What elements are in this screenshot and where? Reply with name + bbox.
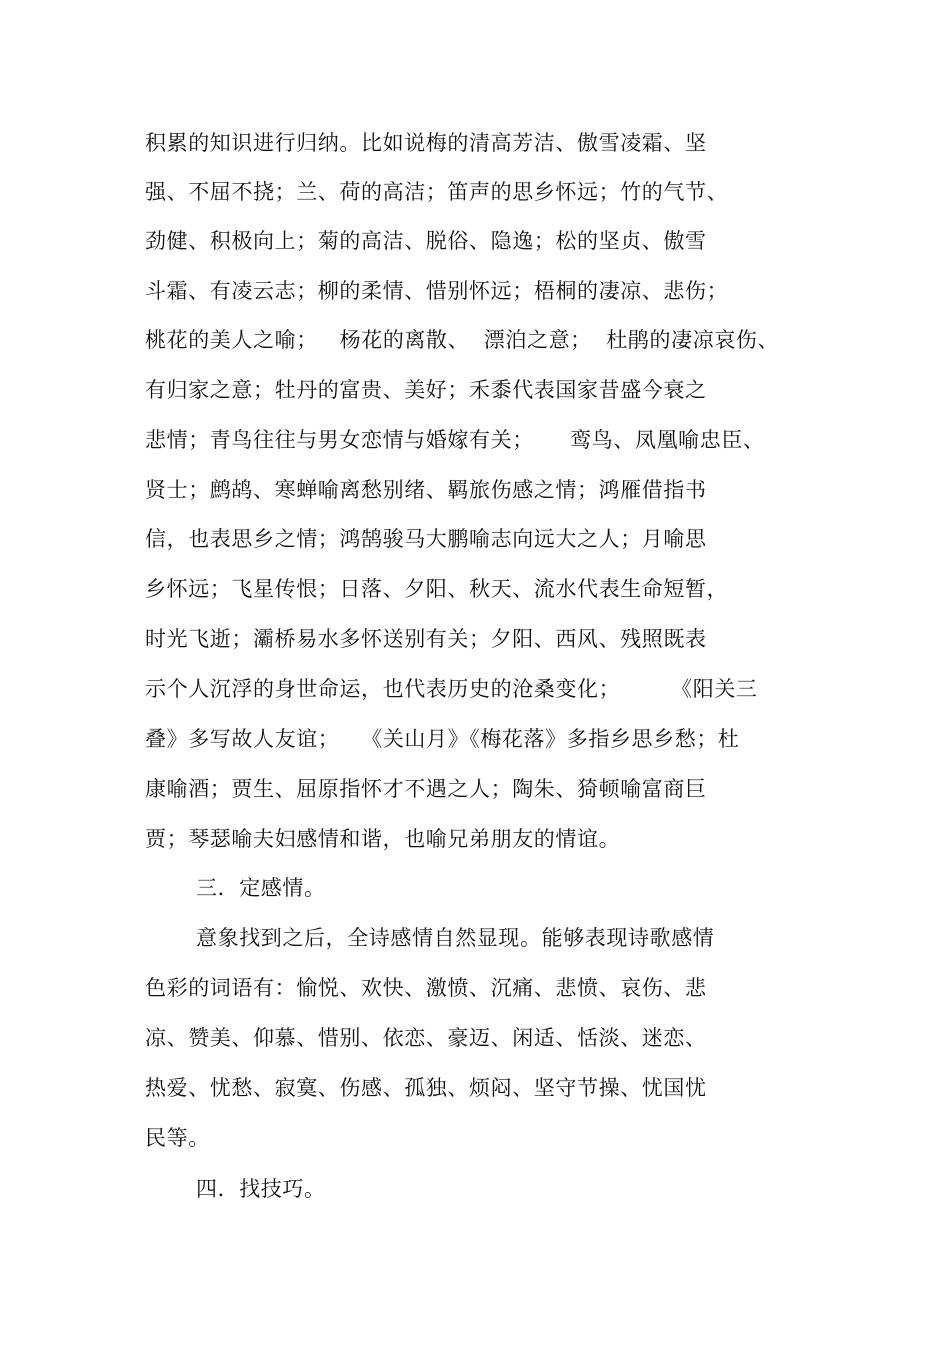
- text-line-21: 民等。: [145, 1126, 210, 1150]
- text-line-19: 凉、赞美、仰慕、惜别、依恋、豪迈、闲适、恬淡、迷恋、: [145, 1026, 707, 1050]
- paragraph-first-line: 意象找到之后，全诗感情自然显现。能够表现诗歌感情: [196, 926, 715, 950]
- text-line-14: 康喻酒；贾生、屈原指怀才不遇之人；陶朱、猗顿喻富商巨: [145, 777, 707, 801]
- text-line-12: 示个人沉浮的身世命运，也代表历史的沧桑变化； 《阳关三: [145, 677, 758, 701]
- text-line-13: 叠》多写故人友谊； 《关山月》《梅花落》多指乡思乡愁；杜: [145, 727, 740, 751]
- text-line-2: 强、不屈不挠；兰、荷的高洁；笛声的思乡怀远；竹的气节、: [145, 180, 729, 204]
- text-line-18: 色彩的词语有：愉悦、欢快、激愤、沉痛、悲愤、哀伤、悲: [145, 976, 707, 1000]
- text-line-3: 劲健、积极向上；菊的高洁、脱俗、隐逸；松的坚贞、傲雪: [145, 229, 707, 253]
- text-line-11: 时光飞逝；灞桥易水多怀送别有关；夕阳、西风、残照既表: [145, 627, 707, 651]
- text-line-6: 有归家之意；牡丹的富贵、美好；禾黍代表国家昔盛今衰之: [145, 378, 707, 402]
- text-line-7: 悲情；青鸟往往与男女恋情与婚嫁有关； 鸾鸟、凤凰喻忠臣、: [145, 428, 765, 452]
- text-line-15: 贾；琴瑟喻夫妇感情和谐，也喻兄弟朋友的情谊。: [145, 827, 621, 851]
- text-line-9: 信，也表思乡之情；鸿鹄骏马大鹏喻志向远大之人；月喻思: [145, 527, 707, 551]
- text-line-20: 热爱、忧愁、寂寞、伤感、孤独、烦闷、坚守节操、忧国忧: [145, 1076, 707, 1100]
- section-heading-3: 三．定感情。: [196, 876, 326, 900]
- text-line-5: 桃花的美人之喻； 杨花的离散、 漂泊之意； 杜鹃的凄凉哀伤、: [145, 328, 780, 352]
- text-line-1: 积累的知识进行归纳。比如说梅的清高芳洁、傲雪凌霜、坚: [145, 131, 707, 155]
- section-heading-4: 四．找技巧。: [196, 1177, 326, 1201]
- text-line-8: 贤士；鹧鸪、寒蝉喻离愁别绪、羁旅伤感之情；鸿雁借指书: [145, 478, 707, 502]
- text-line-4: 斗霜、有凌云志；柳的柔情、惜别怀远；梧桐的凄凉、悲伤；: [145, 279, 729, 303]
- text-line-10: 乡怀远；飞星传恨；日落、夕阳、秋天、流水代表生命短暂，: [145, 577, 729, 601]
